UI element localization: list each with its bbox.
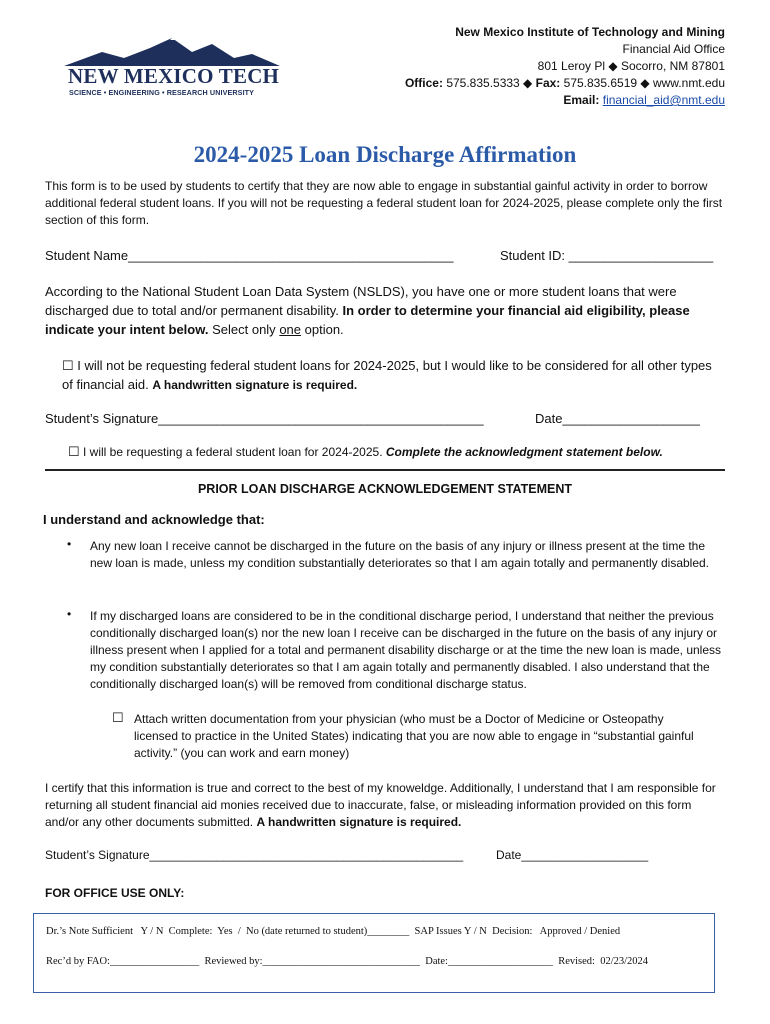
form-title: 2024-2025 Loan Discharge Affirmation	[193, 142, 577, 167]
logo-wordmark: NEW MEXICO TECH	[68, 64, 280, 88]
statement-bullet-2: If my discharged loans are considered to be in the conditional discharge period, I understand that neither the previous conditionally discharged loan(s) nor the new loan I receive can be discharged in the future on the basis of any injury or illness present when I applied for a total and permanent disability discharge or at the time the new loan is made, unless my condition substantially deteriorates so that I am again totally and permanently disabled. I also understand that the conditionally discharged loan(s) will be removed from conditional discharge status.	[90, 609, 722, 691]
office-use-label: FOR OFFICE USE ONLY:	[45, 886, 185, 900]
signature-line-1[interactable]: Student’s Signature_____________________________________________	[45, 411, 484, 426]
office-name: Financial Aid Office	[622, 42, 725, 56]
signature-line-2[interactable]: Student’s Signature_______________________________________________	[45, 848, 464, 862]
certification-paragraph: I certify that this information is true and correct to the best of my knoweldge. Additionally, I understand that I am responsible for returning all student financial aid monies received due to inaccurate, false, or misleading information provided on this form and/or any other documents submitted. A handwritten signature is required.	[45, 781, 716, 829]
checkbox-attach-doc[interactable]: ☐	[112, 710, 124, 725]
office-use-box	[33, 913, 715, 993]
email-link[interactable]: financial_aid@nmt.edu	[602, 93, 725, 107]
bullet-icon: •	[67, 537, 72, 551]
attach-documentation: Attach written documentation from your physician (who must be a Doctor of Medicine or Osteopathy licensed to practice in the United States) indicating that you are now able to engage in “substantial gainful activity.” (you can work and earn money)	[134, 712, 694, 760]
address: 801 Leroy Pl ◆ Socorro, NM 87801	[537, 59, 725, 73]
option-request-loan: ☐ I will be requesting a federal student loan for 2024-2025. Complete the acknowledgment statement below.	[68, 444, 663, 459]
student-id-field[interactable]: Student ID: ____________________	[500, 248, 714, 263]
date-line-1[interactable]: Date___________________	[535, 411, 700, 426]
bullet-icon: •	[67, 607, 72, 621]
checkbox-request-loan[interactable]: ☐	[68, 444, 80, 459]
intro-paragraph: This form is to be used by students to certify that they are now able to engage in substantial gainful activity in order to borrow additional federal student loans. If you will not be requesting a federal student loan for 2024-2025, please complete only the first section of this form.	[45, 179, 723, 227]
logo-tagline: SCIENCE • ENGINEERING • RESEARCH UNIVERSITY	[69, 88, 255, 97]
statement-heading: PRIOR LOAN DISCHARGE ACKNOWLEDGEMENT STATEMENT	[197, 482, 573, 496]
institution-name: New Mexico Institute of Technology and Mining	[455, 25, 725, 39]
option-no-loan: ☐ I will not be requesting federal student loans for 2024-2025, but I would like to be considered for all other types of financial aid. A handwritten signature is required.	[62, 358, 712, 392]
nslds-paragraph: According to the National Student Loan Data System (NSLDS), you have one or more student loans that were discharged due to total and/or permanent disability. In order to determine your financial aid eligibility, please indicate your intent below. Select only one option.	[45, 284, 690, 337]
section-divider	[45, 469, 725, 471]
office-use-row-1: Dr.’s Note Sufficient Y / N Complete: Yes / No (date returned to student)________ SAP Issues Y / N Decision: Approved / Denied	[46, 926, 621, 937]
student-name-field[interactable]: Student Name_____________________________________________	[45, 248, 454, 263]
date-line-2[interactable]: Date___________________	[496, 848, 649, 862]
contact-email: Email: financial_aid@nmt.edu	[563, 93, 725, 107]
office-use-row-2: Rec’d by FAO:_________________ Reviewed by:______________________________ Date:____________________ Revised: 02/23/2024	[46, 956, 649, 967]
statement-bullet-1: Any new loan I receive cannot be discharged in the future on the basis of any injury or illness present at the time the new loan is made, unless my condition substantially deteriorates so that I am again totally and permanently disabled.	[90, 539, 710, 570]
statement-lead: I understand and acknowledge that:	[43, 512, 265, 527]
checkbox-no-loan[interactable]: ☐	[62, 358, 74, 373]
contact-phones: Office: 575.835.5333 ◆ Fax: 575.835.6519 ◆ www.nmt.edu	[404, 76, 725, 90]
